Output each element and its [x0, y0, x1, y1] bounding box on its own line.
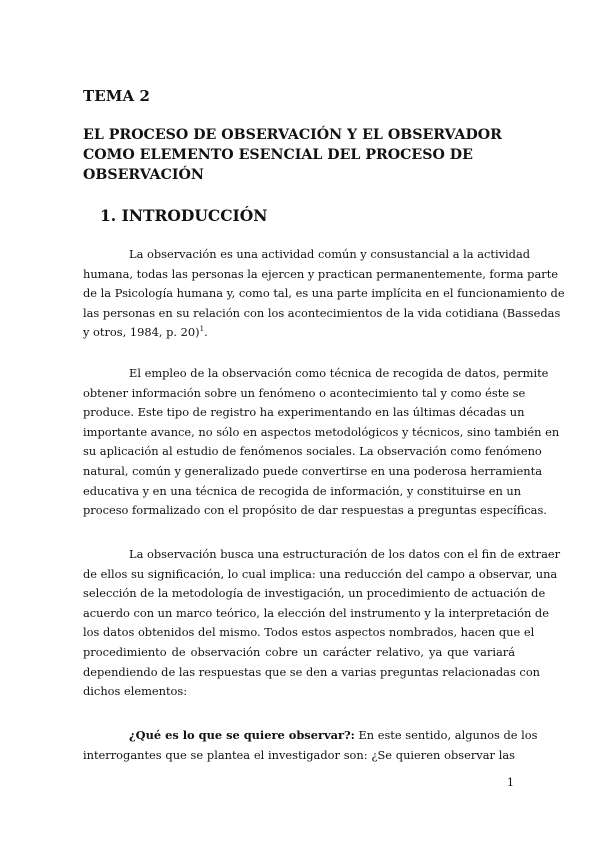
document-title	[83, 125, 523, 185]
text-line: acuerdo con un marco teórico, la elección del instrumento y la interpretación de	[83, 605, 549, 620]
text-fragment: .	[204, 325, 208, 340]
text-line: su aplicación al estudio de fenómenos sociales. La observación como fenómeno	[83, 444, 542, 459]
text-line: El empleo de la observación como técnica de recogida de datos, permite	[129, 366, 549, 380]
text-line: selección de la metodología de investigación, un procedimiento de actuación de	[83, 586, 546, 601]
text-line: obtener información sobre un fenómeno o acontecimiento tal y como éste se	[83, 385, 526, 400]
question-label: ¿Qué es lo que se quiere observar?:	[129, 728, 355, 742]
text-line: natural, común y generalizado puede convertirse en una poderosa herramienta	[83, 463, 543, 478]
text-line: los datos obtenidos del mismo. Todos estos aspectos nombrados, hacen que el	[83, 625, 535, 640]
text-line: de ellos su significación, lo cual implica: una reducción del campo a observar, una	[83, 566, 558, 581]
title-line: EL PROCESO DE OBSERVACIÓN Y EL OBSERVADOR	[83, 127, 502, 143]
text-line: dichos elementos:	[83, 684, 188, 699]
text-line: importante avance, no sólo en aspectos metodológicos y técnicos, sino también en	[83, 424, 560, 439]
text-fragment: y otros, 1984, p. 20)	[83, 325, 200, 340]
text-line: humana, todas las personas la ejercen y practican permanentemente, forma parte	[83, 266, 559, 281]
text-fragment: En este sentido, algunos de los	[354, 728, 538, 742]
text-line: dependiendo de las respuestas que se den a varias preguntas relacionadas con	[83, 664, 541, 679]
text-line: proceso formalizado con el propósito de dar respuestas a preguntas específicas.	[83, 503, 547, 518]
title-line: COMO ELEMENTO ESENCIAL DEL PROCESO DE	[83, 147, 473, 163]
text-line	[83, 726, 538, 746]
text-line: educativa y en una técnica de recogida de información, y constituirse en un	[83, 483, 522, 498]
text-line: produce. Este tipo de registro ha experimentando en las últimas décadas un	[83, 405, 525, 420]
page-number: 1	[507, 776, 514, 789]
text-line: las personas en su relación con los acontecimientos de la vida cotidiana (Bassedas	[83, 305, 561, 320]
text-line: La observación busca una estructuración de los datos con el fin de extraer	[129, 547, 561, 561]
text-line	[83, 323, 515, 343]
tema-heading: TEMA 2	[83, 87, 151, 105]
paragraph-2	[83, 364, 560, 521]
title-line: OBSERVACIÓN	[83, 167, 204, 183]
text-line: procedimiento de observación cobre un carácter relativo, ya que variará	[83, 644, 515, 659]
section-heading: 1. INTRODUCCIÓN	[100, 206, 268, 225]
paragraph-1	[83, 245, 565, 343]
footnote-reference: 1	[199, 325, 205, 334]
text-line: interrogantes que se plantea el investigador son: ¿Se quieren observar las	[83, 747, 515, 762]
paragraph-4	[83, 726, 538, 765]
text-line: La observación es una actividad común y consustancial a la actividad	[129, 247, 531, 261]
text-line: de la Psicología humana y, como tal, es una parte implícita en el funcionamiento de	[83, 286, 565, 301]
paragraph-3	[83, 545, 561, 702]
